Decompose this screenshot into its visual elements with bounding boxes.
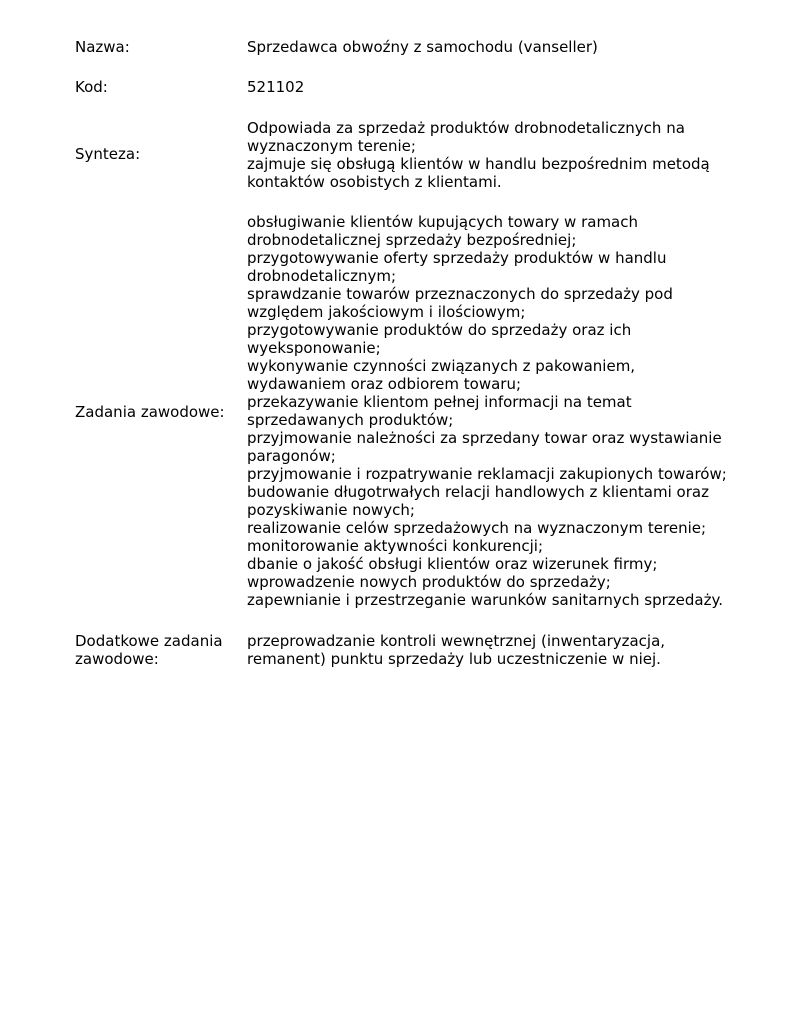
value-line: przyjmowanie należności za sprzedany towar oraz wystawianie bbox=[247, 429, 722, 447]
field-value-kod bbox=[247, 78, 767, 96]
value-line: drobnodetalicznym; bbox=[247, 267, 397, 285]
label-line: Dodatkowe zadania bbox=[75, 632, 223, 650]
value-line: zajmuje się obsługą klientów w handlu bezpośrednim metodą bbox=[247, 155, 710, 173]
value-line: wykonywanie czynności związanych z pakowaniem, bbox=[247, 357, 636, 375]
value-line: przygotowywanie oferty sprzedaży produktów w handlu bbox=[247, 249, 667, 267]
value-line: drobnodetalicznej sprzedaży bezpośredniej; bbox=[247, 231, 577, 249]
value-line: wprowadzenie nowych produktów do sprzedaży; bbox=[247, 573, 611, 591]
value-line: wyeksponowanie; bbox=[247, 339, 381, 357]
value-line: wyznaczonym terenie; bbox=[247, 137, 416, 155]
field-label-synteza: Synteza: bbox=[75, 145, 141, 163]
field-value-zadania bbox=[247, 213, 767, 609]
value-line: Odpowiada za sprzedaż produktów drobnodetalicznych na bbox=[247, 119, 685, 137]
field-label-kod: Kod: bbox=[75, 78, 108, 96]
field-label-dodatkowe bbox=[75, 632, 240, 668]
field-value-synteza bbox=[247, 119, 767, 191]
value-line: realizowanie celów sprzedażowych na wyznaczonym terenie; bbox=[247, 519, 707, 537]
value-line: monitorowanie aktywności konkurencji; bbox=[247, 537, 544, 555]
value-line: względem jakościowym i ilościowym; bbox=[247, 303, 526, 321]
value-line: dbanie o jakość obsługi klientów oraz wizerunek firmy; bbox=[247, 555, 658, 573]
value-line: zapewnianie i przestrzeganie warunków sanitarnych sprzedaży. bbox=[247, 591, 723, 609]
value-line: przeprowadzanie kontroli wewnętrznej (inwentaryzacja, bbox=[247, 632, 666, 650]
field-value-dodatkowe bbox=[247, 632, 767, 668]
value-line: kontaktów osobistych z klientami. bbox=[247, 173, 502, 191]
value-line: obsługiwanie klientów kupujących towary w ramach bbox=[247, 213, 639, 231]
value-line: sprzedawanych produktów; bbox=[247, 411, 454, 429]
value-line: przyjmowanie i rozpatrywanie reklamacji zakupionych towarów; bbox=[247, 465, 727, 483]
value-line: 521102 bbox=[247, 78, 305, 96]
value-line: budowanie długotrwałych relacji handlowych z klientami oraz bbox=[247, 483, 709, 501]
value-line: paragonów; bbox=[247, 447, 336, 465]
field-value-nazwa bbox=[247, 38, 767, 56]
field-label-nazwa: Nazwa: bbox=[75, 38, 130, 56]
value-line: pozyskiwanie nowych; bbox=[247, 501, 415, 519]
value-line: remanent) punktu sprzedaży lub uczestniczenie w niej. bbox=[247, 650, 661, 668]
value-line: wydawaniem oraz odbiorem towaru; bbox=[247, 375, 522, 393]
value-line: sprawdzanie towarów przeznaczonych do sprzedaży pod bbox=[247, 285, 673, 303]
label-line: zawodowe: bbox=[75, 650, 159, 668]
value-line: przygotowywanie produktów do sprzedaży oraz ich bbox=[247, 321, 632, 339]
value-line: przekazywanie klientom pełnej informacji na temat bbox=[247, 393, 632, 411]
field-label-zadania: Zadania zawodowe: bbox=[75, 403, 225, 421]
value-line: Sprzedawca obwoźny z samochodu (vanseller) bbox=[247, 38, 598, 56]
